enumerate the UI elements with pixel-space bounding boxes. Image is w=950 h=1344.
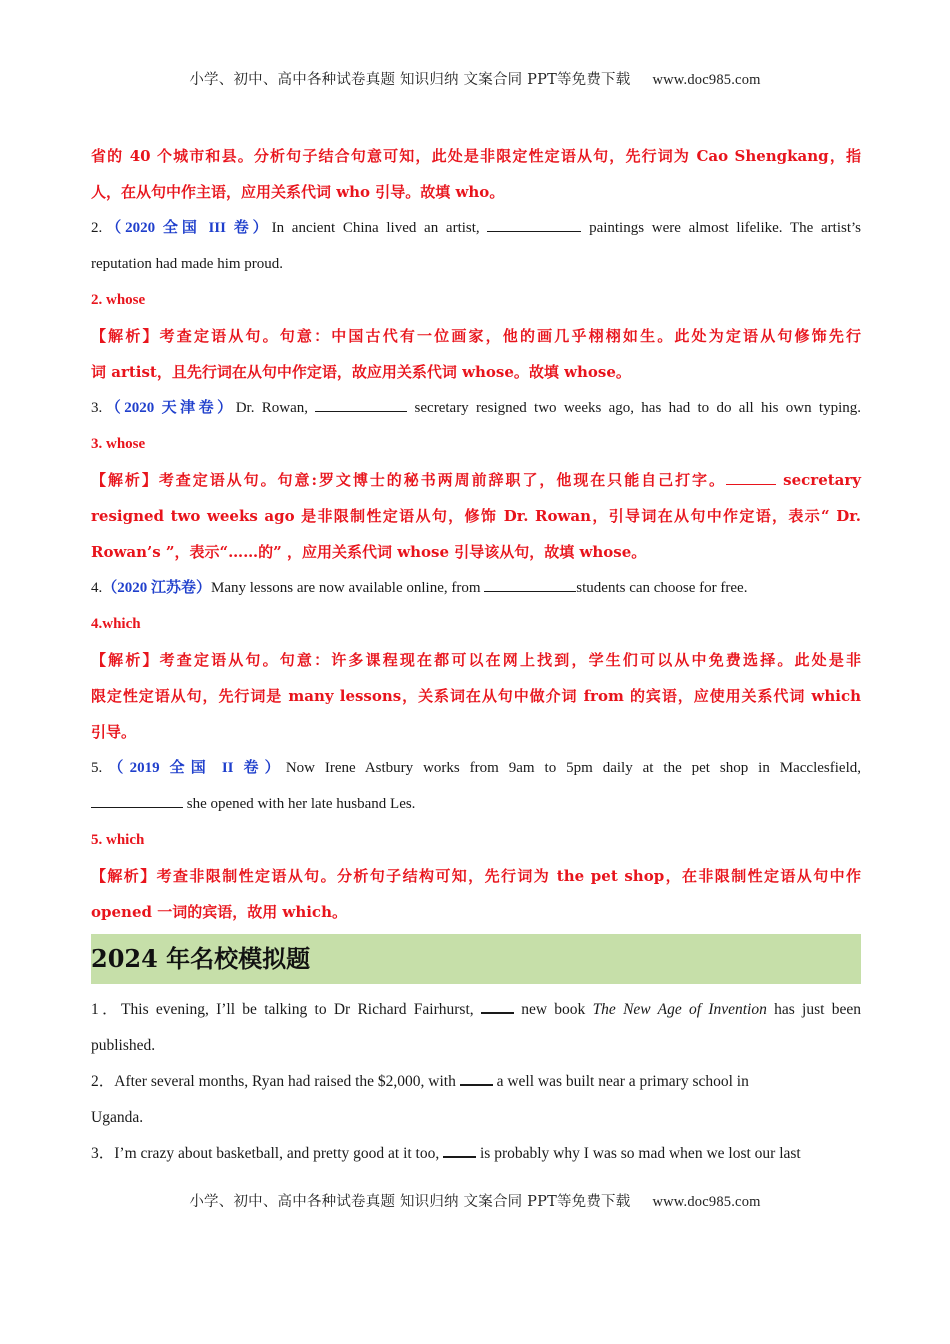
- answer-blank: [481, 999, 514, 1014]
- answer-blank: [487, 217, 581, 232]
- question-source: （2020 天津卷）: [102, 400, 236, 416]
- question-5-cont: she opened with her late husband Les.: [91, 786, 861, 822]
- header-site: www.doc985.com: [652, 72, 761, 88]
- explanation-5: opened 一词的宾语，故用 which。: [91, 903, 347, 921]
- answer-4: 4.which: [91, 616, 141, 632]
- footer-site: www.doc985.com: [652, 1194, 761, 1210]
- answer-blank: [460, 1071, 493, 1086]
- explanation-4: 限定性定语从句，先行词是 many lessons，关系词在从句中做介词 from 的宾语，应使用关系代词 which: [91, 687, 861, 705]
- question-3: 3.（2020 天津卷）Dr. Rowan, secretary resigned two weeks ago, has had to do all his own typing.: [91, 390, 861, 426]
- explanation-2: 词 artist，且先行词在从句中作定语，故应用关系代词 whose。故填 whose。: [91, 363, 631, 381]
- answer-blank: [443, 1143, 476, 1158]
- document-body: [91, 138, 861, 1172]
- question-source: （2020 江苏卷）: [102, 580, 212, 596]
- mock-question-2-cont: Uganda.: [91, 1109, 144, 1126]
- answer-blank: [91, 793, 183, 808]
- question-5: 5.（2019 全国 II 卷）Now Irene Astbury works from 9am to 5pm daily at the pet shop in Macclesfield,: [91, 760, 861, 776]
- answer-3: 3. whose: [91, 436, 146, 452]
- header-text: 小学、初中、高中各种试卷真题 知识归纳 文案合同 PPT等免费下载: [189, 72, 631, 88]
- explanation-4: 引导。: [91, 723, 137, 741]
- explanation-2: 【解析】考查定语从句。句意：中国古代有一位画家，他的画几乎栩栩如生。此处为定语从句修饰先行: [91, 327, 861, 345]
- book-title: The New Age of Invention: [592, 1001, 767, 1018]
- explanation-4: 【解析】考查定语从句。句意：许多课程现在都可以在网上找到，学生们可以从中免费选择。此处是非: [91, 651, 861, 669]
- answer-blank: [726, 470, 776, 485]
- footer-text: 小学、初中、高中各种试卷真题 知识归纳 文案合同 PPT等免费下载: [189, 1194, 631, 1210]
- question-4: 4.（2020 江苏卷）Many lessons are now available online, from students can choose for free.: [91, 570, 861, 606]
- page-header: [0, 68, 950, 89]
- explanation-3: resigned two weeks ago 是非限制性定语从句，修饰 Dr. Rowan，引导词在从句中作定语，表示“ Dr.: [91, 507, 861, 525]
- question-source: （2019 全国 II 卷）: [102, 760, 286, 776]
- mock-question-1-cont: published.: [91, 1037, 156, 1054]
- mock-question-1: 1．This evening, I’ll be talking to Dr Richard Fairhurst, new book The New Age of Invention has just been: [91, 1001, 861, 1018]
- question-2-cont: reputation had made him proud.: [91, 256, 284, 272]
- page-footer: [0, 1190, 950, 1211]
- explanation-3: Rowan’s ”，表示“……的” ，应用关系代词 whose 引导该从句，故填 whose。: [91, 543, 647, 561]
- mock-question-3: 3．I’m crazy about basketball, and pretty good at it too, is probably why I was so mad when we lost our last: [91, 1145, 801, 1162]
- question-source: （2020 全国 III 卷）: [102, 220, 272, 236]
- question-2: 2.（2020 全国 III 卷）In ancient China lived an artist, paintings were almost lifelike. The artist’s: [91, 210, 861, 246]
- answer-blank: [484, 577, 576, 592]
- mock-question-2: 2．After several months, Ryan had raised the $2,000, with a well was built near a primary school in: [91, 1073, 749, 1090]
- answer-2: 2. whose: [91, 292, 146, 308]
- answer-5: 5. which: [91, 832, 145, 848]
- explanation-line: 省的 40 个城市和县。分析句子结合句意可知，此处是非限定性定语从句，先行词为 Cao Shengkang，指: [91, 147, 861, 165]
- explanation-5: 【解析】考查非限制性定语从句。分析句子结构可知，先行词为 the pet shop，在非限制性定语从句中作: [91, 867, 861, 885]
- section-heading: 2024 年名校模拟题: [91, 934, 861, 984]
- answer-blank: [315, 397, 407, 412]
- explanation-3: 【解析】考查定语从句。句意:罗文博士的秘书两周前辞职了，他现在只能自己打字。 secretary: [91, 471, 862, 489]
- explanation-line: 人，在从句中作主语，应用关系代词 who 引导。故填 who。: [91, 183, 505, 201]
